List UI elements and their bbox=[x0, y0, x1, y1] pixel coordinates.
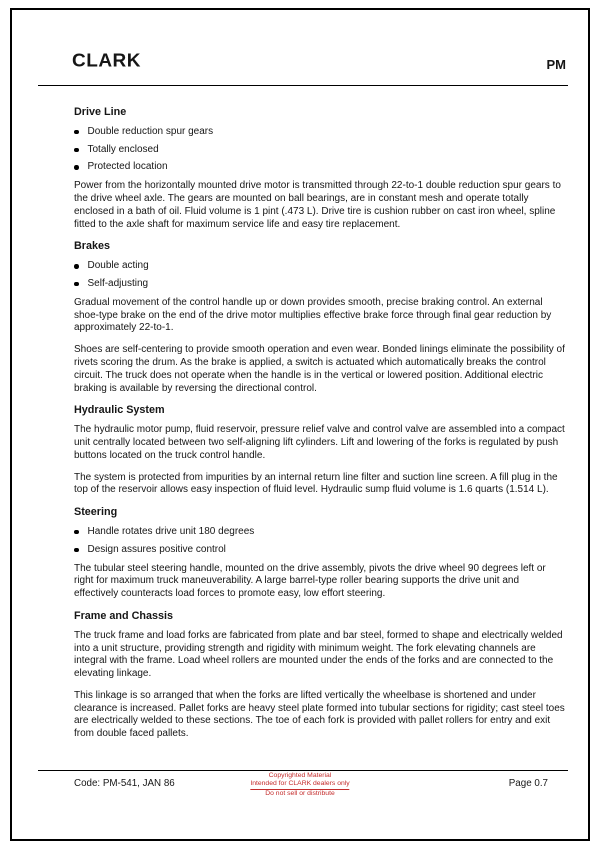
bullet-icon bbox=[74, 530, 79, 535]
bullet-item bbox=[74, 161, 566, 174]
bullet-item bbox=[74, 260, 566, 273]
copyright-line-1: Copyrighted Material bbox=[268, 772, 332, 779]
page-header bbox=[72, 50, 566, 72]
bullet-text: Design assures positive control bbox=[87, 543, 226, 555]
section-frame-and-chassis bbox=[74, 610, 566, 741]
doc-code: PM bbox=[546, 57, 566, 72]
paragraph: The tubular steel steering handle, mounted on the drive assembly, pivots the drive wheel 90 degrees left or right for maximum truck maneuverability. A large barrel-type roller bearing supports the drive unit and effectively counteracts load forces to promote easy, low effort steering. bbox=[74, 562, 546, 600]
bullet-item bbox=[74, 126, 566, 139]
section-drive-line bbox=[74, 106, 566, 231]
bullet-text: Self-adjusting bbox=[87, 277, 149, 289]
copyright-line-3: Do not sell or distribute bbox=[250, 789, 349, 798]
bullet-icon bbox=[74, 282, 79, 287]
footer-code: Code: PM-541, JAN 86 bbox=[74, 778, 175, 789]
bullet-icon bbox=[74, 264, 79, 269]
section-steering bbox=[74, 506, 566, 601]
bullet-icon bbox=[74, 130, 79, 135]
paragraph: Gradual movement of the control handle up or down provides smooth, precise braking control. An external shoe-type brake on the end of the drive motor multiplies effective brake force through final gear reduction by approximately 22-to-1. bbox=[74, 296, 552, 334]
bullet-list bbox=[74, 260, 566, 291]
page-number: Page 0.7 bbox=[508, 778, 548, 789]
header-rule bbox=[38, 85, 568, 86]
section-heading: Hydraulic System bbox=[74, 404, 165, 417]
section-heading: Brakes bbox=[74, 240, 111, 253]
bullet-icon bbox=[74, 148, 79, 153]
paragraph: The truck frame and load forks are fabricated from plate and bar steel, formed to shape and electrically welded into a unit structure, providing strength and rigidity with minimum weight. The fork elevating channels are integral with the frame. Load wheel rollers are mounted under the ends of the forks and are connected to the elevating linkage. bbox=[74, 629, 563, 680]
paragraph: Shoes are self-centering to provide smooth operation and even wear. Bonded linings eliminate the possibility of rivets scoring the drum. As the brake is applied, a switch is actuated which automatically breaks the control circuit. The truck does not operate when the handle is in the vertical or lowered position. Additional electric braking is available by reversing the directional control. bbox=[74, 344, 565, 394]
bullet-text: Protected location bbox=[87, 161, 168, 173]
bullet-icon bbox=[74, 548, 79, 553]
footer-rule bbox=[38, 770, 568, 771]
bullet-list bbox=[74, 526, 566, 557]
bullet-text: Double acting bbox=[87, 260, 149, 272]
section-brakes bbox=[74, 240, 566, 395]
bullet-item bbox=[74, 278, 566, 291]
paragraph: The hydraulic motor pump, fluid reservoir, pressure relief valve and control valve are assembled into a compact unit centrally located between two self-aligning lift cylinders. Lift and lowering of the forks is regulated by push buttons located on the truck control handle. bbox=[74, 424, 565, 461]
paragraph: The system is protected from impurities by an internal return line filter and suction line screen. A fill plug in the top of the reservoir allows easy inspection of fluid level. Hydraulic sump fluid volume is 1.6 quarts (1.514 L). bbox=[74, 471, 558, 496]
paragraph: Power from the horizontally mounted drive motor is transmitted through 22-to-1 double reduction spur gears to the drive wheel axle. The gears are mounted on ball bearings, are in constant mesh and operate totally enclosed in a bath of oil. Fluid volume is 1 pint (.473 L). Drive tire is cushion rubber on cast iron wheel, spline fitted to the axle shaft for maximum service life and easy tire replacement. bbox=[74, 180, 561, 230]
clark-logo: CLARK bbox=[72, 51, 141, 72]
section-heading: Steering bbox=[74, 506, 118, 519]
bullet-icon bbox=[74, 165, 79, 170]
copyright-line-2: Intended for CLARK dealers only bbox=[250, 780, 350, 788]
section-heading: Drive Line bbox=[74, 106, 127, 118]
section-heading: Frame and Chassis bbox=[74, 609, 174, 622]
copyright-notice bbox=[250, 772, 349, 798]
page-border bbox=[10, 8, 590, 841]
bullet-item bbox=[74, 544, 566, 557]
bullet-item bbox=[74, 144, 566, 157]
bullet-text: Totally enclosed bbox=[87, 143, 159, 155]
bullet-item bbox=[74, 526, 566, 539]
section-hydraulic-system bbox=[74, 404, 566, 497]
bullet-text: Handle rotates drive unit 180 degrees bbox=[87, 525, 255, 537]
bullet-text: Double reduction spur gears bbox=[87, 125, 214, 137]
document-body bbox=[74, 104, 566, 750]
bullet-list bbox=[74, 126, 566, 174]
paragraph: This linkage is so arranged that when the forks are lifted vertically the wheelbase is shortened and under clearance is increased. Pallet forks are heavy steel plate formed into tubular sections for rigidity; cast steel toes are electrically welded to these sections. The toe of each fork is provided with pallet rollers for entry and exit from double faced pallets. bbox=[74, 689, 565, 740]
